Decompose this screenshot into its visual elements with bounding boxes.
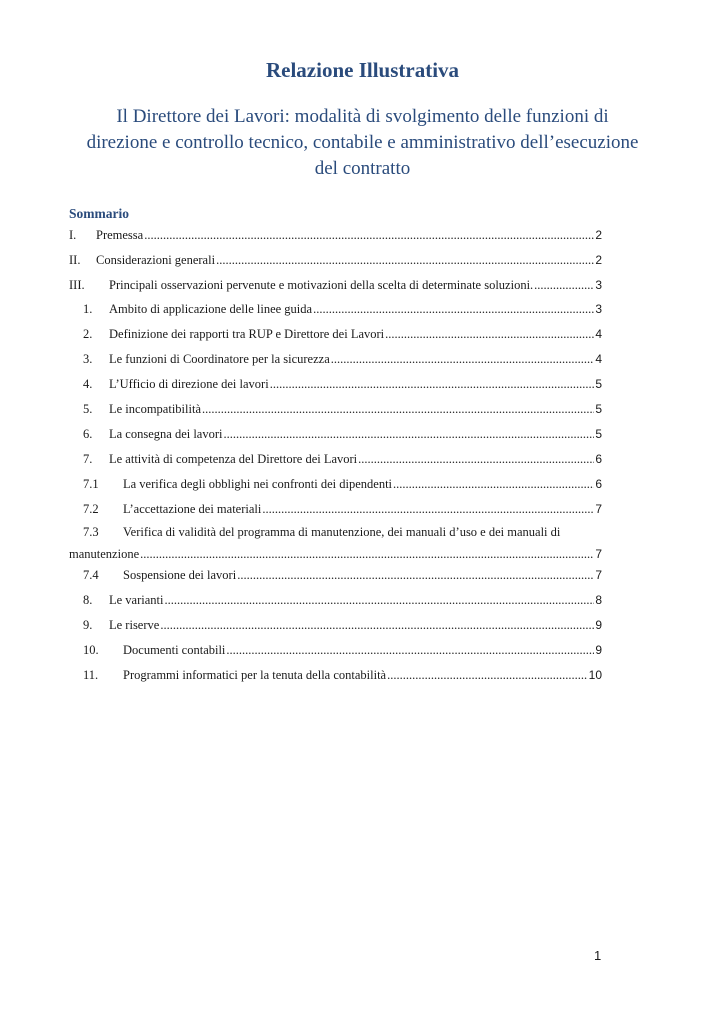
toc-entry-verifica-validita[interactable]: [69, 522, 602, 564]
toc-entry-ufficio-direzione[interactable]: [83, 376, 602, 392]
toc-leader-dots: [140, 544, 594, 564]
toc-entry-number: 7.4: [83, 568, 99, 582]
toc-entry-number: 11.: [83, 668, 99, 682]
toc-leader-dots: [216, 252, 594, 268]
toc-entry-riserve[interactable]: [83, 617, 602, 633]
toc-entry-number: 2.: [83, 327, 93, 341]
toc-entry-page: 9: [595, 643, 602, 657]
toc-entry-number: 3.: [83, 352, 93, 366]
toc-entry-page: 2: [595, 228, 602, 242]
toc-entry-text: Principali osservazioni pervenute e motivazioni della scelta di determinate soluzioni.: [109, 278, 534, 292]
toc-leader-dots: [226, 642, 594, 658]
toc-entry-number: II.: [69, 253, 81, 267]
toc-entry-text: Le funzioni di Coordinatore per la sicurezza: [109, 352, 330, 366]
toc-entry-number: 1.: [83, 302, 93, 316]
toc-leader-dots: [393, 476, 594, 492]
toc-entry-programmi-informatici[interactable]: [83, 667, 602, 683]
toc-entry-page: 7: [595, 547, 602, 561]
toc-entry-text: Ambito di applicazione delle linee guida: [109, 302, 313, 316]
toc-leader-dots: [387, 667, 588, 683]
toc-entry-page: 5: [595, 377, 602, 391]
toc-entry-page: 4: [595, 352, 602, 366]
toc-entry-number: 7.3: [83, 525, 99, 539]
toc-heading: Sommario: [69, 206, 129, 221]
toc-entry-text: Le attività di competenza del Direttore dei Lavori: [109, 452, 358, 466]
toc-entry-page: 8: [595, 593, 602, 607]
toc-entry-number: 6.: [83, 427, 93, 441]
toc-entry-text: Le riserve: [109, 618, 160, 632]
toc-entry-page: 2: [595, 253, 602, 267]
toc-entry-page: 10: [588, 668, 602, 682]
toc-entry-varianti[interactable]: [83, 592, 602, 608]
toc-leader-dots: [144, 227, 594, 243]
toc-entry-premessa[interactable]: [69, 227, 602, 243]
toc-leader-dots: [534, 277, 594, 293]
toc-leader-dots: [165, 592, 595, 608]
toc-entry-page: 6: [595, 452, 602, 466]
toc-entry-number: 5.: [83, 402, 93, 416]
toc-entry-number: 7.1: [83, 477, 99, 491]
toc-leader-dots: [224, 426, 595, 442]
toc-entry-documenti-contabili[interactable]: [83, 642, 602, 658]
toc-entry-page: 9: [595, 618, 602, 632]
toc-entry-accettazione-materiali[interactable]: [83, 501, 602, 517]
toc-leader-dots: [270, 376, 595, 392]
toc-leader-dots: [237, 567, 594, 583]
toc-entry-rapporti-rup[interactable]: [83, 326, 602, 342]
toc-leader-dots: [262, 501, 594, 517]
toc-entry-number: 4.: [83, 377, 93, 391]
toc-entry-text: Le varianti: [109, 593, 164, 607]
toc-entry-principali-osservazioni[interactable]: [69, 277, 602, 293]
toc-entry-sospensione-lavori[interactable]: [83, 567, 602, 583]
toc-entry-page: 5: [595, 427, 602, 441]
toc-leader-dots: [313, 301, 594, 317]
toc-entry-text: Considerazioni generali: [96, 253, 216, 267]
toc-entry-verifica-obblighi[interactable]: [83, 476, 602, 492]
document-subtitle: Il Direttore dei Lavori: modalità di svolgimento delle funzioni di direzione e controllo tecnico, contabile e amministrativo dell’esecuzione del contratto: [86, 106, 639, 179]
toc-entry-text-continued: manutenzione: [69, 547, 140, 561]
toc-leader-dots: [202, 401, 594, 417]
toc-entry-page: 3: [595, 302, 602, 316]
toc-entry-page: 7: [595, 568, 602, 582]
toc-entry-page: 4: [595, 327, 602, 341]
page-number: 1: [594, 948, 602, 963]
toc-leader-dots: [385, 326, 594, 342]
toc-entry-text: La consegna dei lavori: [109, 427, 223, 441]
toc-entry-page: 5: [595, 402, 602, 416]
toc-entry-page: 7: [595, 502, 602, 516]
toc-entry-text: Premessa: [96, 228, 144, 242]
toc-entry-number: 10.: [83, 643, 99, 657]
toc-entry-text: Definizione dei rapporti tra RUP e Direttore dei Lavori: [109, 327, 385, 341]
toc-entry-considerazioni-generali[interactable]: [69, 252, 602, 268]
toc-entry-text: L’Ufficio di direzione dei lavori: [109, 377, 269, 391]
toc-entry-number: 9.: [83, 618, 93, 632]
toc-leader-dots: [358, 451, 594, 467]
toc-entry-text: Programmi informatici per la tenuta della contabilità: [123, 668, 387, 682]
toc-entry-text: Sospensione dei lavori: [123, 568, 237, 582]
toc-entry-number: 7.: [83, 452, 93, 466]
toc-entry-number: III.: [69, 278, 85, 292]
toc-entry-coordinatore-sicurezza[interactable]: [83, 351, 602, 367]
toc-entry-text: Verifica di validità del programma di manutenzione, dei manuali d’uso e dei manuali di: [123, 525, 561, 539]
toc-entry-consegna-lavori[interactable]: [83, 426, 602, 442]
toc-entry-number: I.: [69, 228, 77, 242]
toc-entry-ambito[interactable]: [83, 301, 602, 317]
toc-entry-incompatibilita[interactable]: [83, 401, 602, 417]
toc-entry-number: 7.2: [83, 502, 99, 516]
toc-entry-attivita-competenza[interactable]: [83, 451, 602, 467]
toc-entry-text: Documenti contabili: [123, 643, 226, 657]
toc-entry-text: La verifica degli obblighi nei confronti dei dipendenti: [123, 477, 393, 491]
toc-leader-dots: [331, 351, 595, 367]
toc-entry-number: 8.: [83, 593, 93, 607]
document-title: Relazione Illustrativa: [265, 58, 460, 82]
toc-leader-dots: [160, 617, 594, 633]
toc-entry-page: 6: [595, 477, 602, 491]
toc-entry-text: Le incompatibilità: [109, 402, 201, 416]
toc-entry-text: L’accettazione dei materiali: [123, 502, 262, 516]
toc-entry-page: 3: [595, 278, 602, 292]
